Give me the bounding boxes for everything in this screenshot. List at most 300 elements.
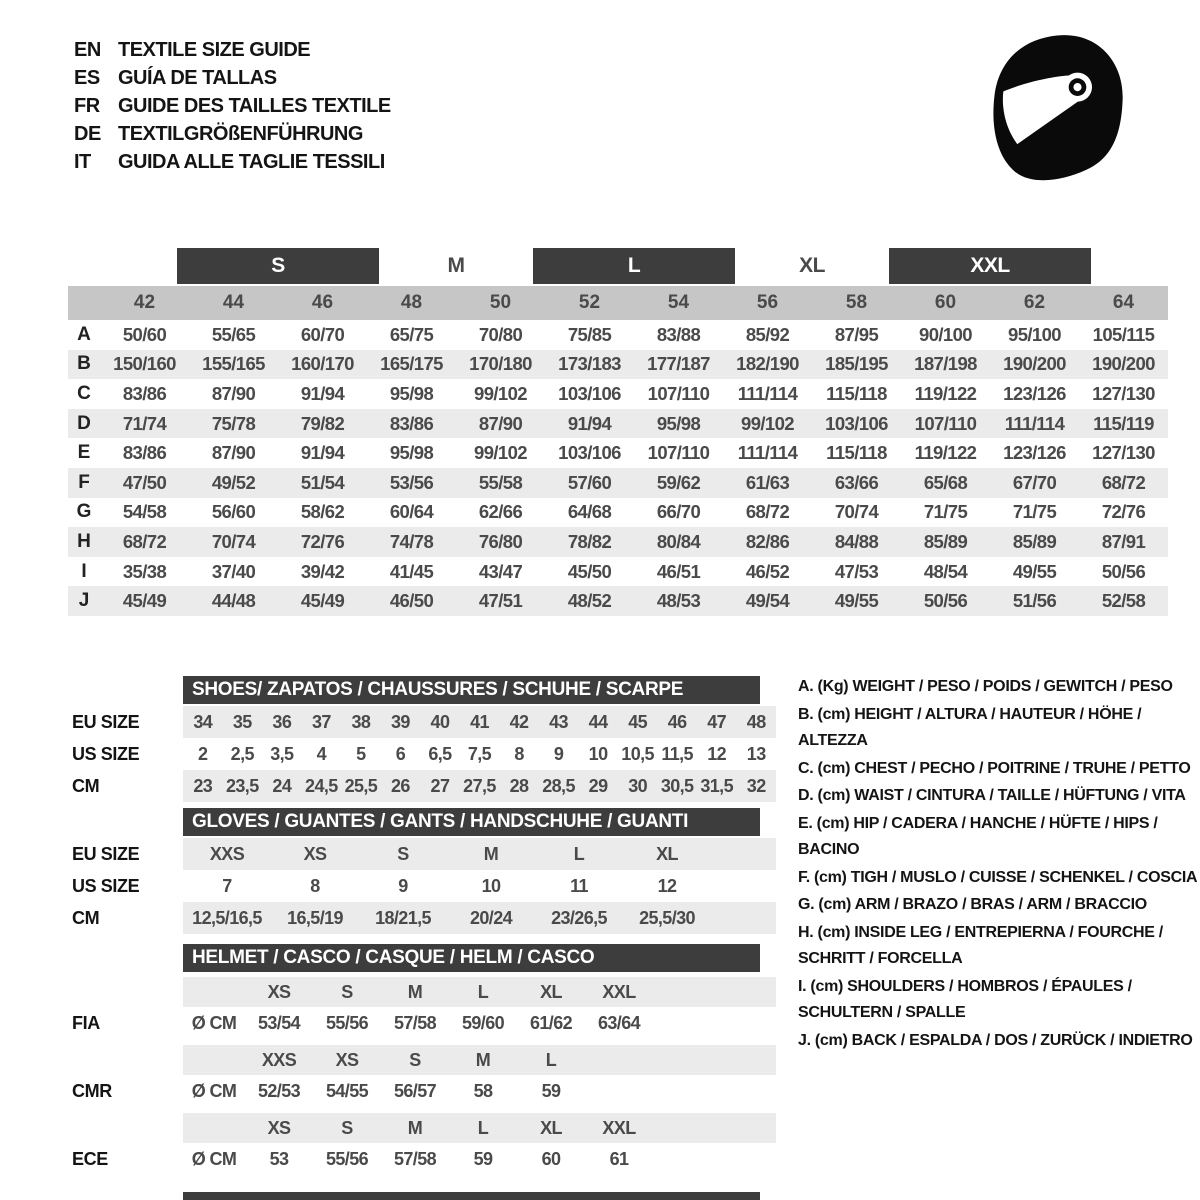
size-value: 170/180 (469, 353, 532, 375)
legend-entry: H. (cm) INSIDE LEG / ENTREPIERNA / FOURCHE / SCHRITT / FORCELLA (798, 923, 1163, 967)
gloves-row (72, 838, 776, 870)
numeric-size: 64 (1112, 292, 1135, 313)
helmet-size-header-cells (183, 977, 776, 1007)
measure-row-b (68, 350, 1168, 380)
size-value: 87/90 (211, 442, 256, 464)
size-value: 57/60 (567, 471, 612, 493)
cell-value: L (573, 843, 585, 864)
language-code: IT (74, 150, 91, 173)
measure-row-f (68, 468, 1168, 498)
size-value: 71/75 (1012, 501, 1057, 523)
helmet-size-label: XS (267, 981, 291, 1002)
row-letter: D (77, 412, 91, 434)
size-value: 68/72 (1101, 471, 1146, 493)
size-value: 39/42 (300, 560, 345, 582)
size-value: 91/94 (567, 412, 612, 434)
language-row (74, 92, 391, 120)
row-letter: E (77, 442, 91, 464)
size-value: 79/82 (300, 412, 345, 434)
size-value: 155/165 (202, 353, 265, 375)
size-value: 78/82 (567, 530, 612, 552)
size-value: 56/60 (211, 501, 256, 523)
size-value: 95/98 (389, 382, 434, 404)
size-value: 103/106 (558, 442, 621, 464)
size-value: 37/40 (211, 560, 256, 582)
cell-value: 2,5 (230, 743, 254, 764)
cell-value: 26 (391, 775, 410, 796)
row-letter: C (77, 382, 91, 404)
size-value: 46/51 (656, 560, 701, 582)
size-value: 99/102 (474, 442, 527, 464)
cell-value: 45 (628, 711, 648, 732)
shoes-cells (183, 706, 776, 738)
helmet-size-label: L (477, 1117, 489, 1138)
helmet-values-row (72, 1075, 776, 1108)
unit-cell (183, 1045, 245, 1075)
cell-value: 41 (470, 711, 489, 732)
size-header-l: L (533, 248, 735, 284)
row-label: EU SIZE (72, 711, 140, 732)
gloves-cells (183, 838, 776, 870)
size-value: 187/198 (914, 353, 977, 375)
helmet-size-value: 59/60 (461, 1013, 505, 1033)
helmet-size-header-cells (183, 1113, 776, 1143)
size-value: 123/126 (1003, 442, 1066, 464)
cell-value: M (483, 843, 499, 864)
size-value: 64/68 (567, 501, 612, 523)
size-value: 107/110 (647, 442, 710, 464)
size-value: 62/66 (478, 501, 523, 523)
standard-label: FIA (72, 1013, 100, 1033)
size-value: 71/75 (923, 501, 968, 523)
helmet-size-header-cells (183, 1045, 776, 1075)
size-value: 46/52 (745, 560, 790, 582)
size-value: 103/106 (825, 412, 888, 434)
size-value: 165/175 (380, 353, 443, 375)
helmet-size-value: 59 (473, 1149, 493, 1169)
size-value: 115/118 (826, 442, 887, 464)
cell-value: 27 (430, 775, 450, 796)
legend-entry: C. (cm) CHEST / PECHO / POITRINE / TRUHE / PETTO (798, 759, 1191, 777)
helmet-size-value: 56/57 (393, 1081, 437, 1101)
cell-value: 46 (667, 711, 687, 732)
size-value: 72/76 (1101, 501, 1146, 523)
size-value: 150/160 (113, 353, 176, 375)
helmet-size-label: S (341, 981, 353, 1002)
diameter-unit: Ø CM (191, 1013, 237, 1033)
size-value: 48/52 (567, 590, 612, 612)
helmet-size-value: 60 (541, 1149, 561, 1169)
racing-helmet-icon (972, 28, 1140, 200)
size-value: 87/90 (478, 412, 523, 434)
size-value: 63/66 (834, 471, 879, 493)
size-value: 95/98 (389, 442, 434, 464)
row-label: EU SIZE (72, 843, 140, 864)
numeric-size: 58 (845, 292, 868, 313)
helmet-table-title: HELMET / CASCO / CASQUE / HELM / CASCO (183, 944, 760, 972)
measurement-rows (68, 320, 1168, 616)
size-value: 65/75 (389, 323, 434, 345)
size-value: 127/130 (1092, 382, 1155, 404)
cell-value: XL (656, 843, 678, 864)
size-value: 47/50 (122, 471, 167, 493)
cell-value: 47 (707, 711, 727, 732)
row-letter: B (77, 353, 91, 375)
size-value: 51/54 (300, 471, 345, 493)
cell-value: 13 (746, 743, 766, 764)
size-value: 43/47 (478, 560, 523, 582)
numeric-size-band (68, 286, 1168, 320)
size-value: 119/122 (914, 382, 977, 404)
cell-value: 6,5 (428, 743, 452, 764)
cell-value: 25,5 (344, 775, 378, 796)
language-code: EN (74, 38, 101, 61)
numeric-size: 50 (489, 292, 512, 313)
language-code: ES (74, 66, 100, 89)
helmet-size-value: 54/55 (325, 1081, 369, 1101)
size-value: 50/56 (1101, 560, 1146, 582)
measurement-legend (798, 674, 1200, 1055)
cell-value: 10 (481, 875, 501, 896)
language-row (74, 64, 391, 92)
cell-value: 8 (514, 743, 524, 764)
helmet-size-value: 58 (473, 1081, 493, 1101)
cell-value: 40 (430, 711, 450, 732)
legend-entry: D. (cm) WAIST / CINTURA / TAILLE / HÜFTUNG / VITA (798, 787, 1186, 804)
gloves-cells (183, 902, 776, 934)
cell-value: 23,5 (225, 775, 259, 796)
cell-value: 7,5 (467, 743, 492, 764)
numeric-size: 56 (756, 292, 779, 313)
gloves-cells (183, 870, 776, 902)
size-value: 83/86 (122, 442, 167, 464)
language-row (74, 120, 391, 148)
size-value: 87/91 (1101, 530, 1146, 552)
size-value: 55/65 (211, 323, 256, 345)
helmet-values-row (72, 1143, 776, 1176)
size-value: 49/54 (745, 590, 790, 612)
helmet-size-label: S (341, 1117, 353, 1138)
row-label (72, 977, 183, 1007)
size-value: 47/51 (478, 590, 523, 612)
row-label: CM (72, 907, 100, 928)
cell-value: 12,5/16,5 (192, 907, 262, 928)
size-value: 47/53 (834, 560, 879, 582)
legend-entry: F. (cm) TIGH / MUSLO / CUISSE / SCHENKEL / COSCIA (798, 868, 1198, 886)
size-value: 44/48 (211, 590, 256, 612)
measure-row-j (68, 586, 1168, 616)
size-value: 67/70 (1012, 471, 1057, 493)
helmet-size-label: S (409, 1049, 421, 1070)
cell-value: 30,5 (660, 775, 694, 796)
legend-entry: A. (Kg) WEIGHT / PESO / POIDS / GEWITCH / PESO (798, 678, 1173, 695)
cell-value: 48 (746, 711, 766, 732)
size-value: 49/55 (1012, 560, 1057, 582)
cell-value: XXS (209, 843, 245, 864)
cell-value: 7 (222, 875, 232, 896)
cell-value: 11,5 (661, 743, 693, 764)
language-title: GUIDA ALLE TAGLIE TESSILI (118, 150, 385, 173)
helmet-size-label: XL (540, 981, 562, 1002)
numeric-size: 46 (311, 292, 334, 313)
size-value: 160/170 (291, 353, 354, 375)
cell-value: 44 (588, 711, 608, 732)
cell-value: XS (303, 843, 327, 864)
size-value: 85/89 (923, 530, 968, 552)
row-label (72, 1045, 183, 1075)
size-header-xxl: XXL (889, 248, 1091, 284)
size-value: 83/86 (122, 382, 167, 404)
unit-cell (183, 1113, 245, 1143)
gloves-table-title: GLOVES / GUANTES / GANTS / HANDSCHUHE / GUANTI (183, 808, 760, 836)
shoes-row (72, 706, 776, 738)
row-letter: H (77, 530, 91, 552)
size-value: 82/86 (745, 530, 790, 552)
cell-value: 23/26,5 (551, 907, 607, 928)
helmet-size-value: 61/62 (529, 1013, 573, 1033)
helmet-size-label: XXS (261, 1049, 297, 1070)
size-value: 59/62 (656, 471, 701, 493)
size-value: 87/90 (211, 382, 256, 404)
size-value: 107/110 (914, 412, 977, 434)
cell-value: 5 (356, 743, 366, 764)
helmet-size-label: M (407, 1117, 423, 1138)
standard-label: ECE (72, 1149, 108, 1169)
size-value: 87/95 (834, 323, 879, 345)
size-value: 48/54 (923, 560, 968, 582)
row-letter: J (78, 590, 90, 612)
size-value: 48/53 (656, 590, 701, 612)
cell-value: 29 (588, 775, 608, 796)
legend-entry: J. (cm) BACK / ESPALDA / DOS / ZURÜCK / INDIETRO (798, 1031, 1193, 1049)
cell-value: 39 (391, 711, 410, 732)
helmet-values-row (72, 1007, 776, 1040)
size-header-xl: XL (799, 254, 825, 277)
helmet-size-label: XS (267, 1117, 291, 1138)
size-value: 95/98 (656, 412, 701, 434)
shoes-size-table (72, 676, 776, 802)
gloves-size-table (72, 808, 776, 934)
numeric-size: 54 (667, 292, 690, 313)
helmet-size-label: L (477, 981, 489, 1002)
helmet-size-value: 57/58 (393, 1013, 437, 1033)
language-title: TEXTILE SIZE GUIDE (118, 38, 311, 61)
gloves-row (72, 902, 776, 934)
size-value: 61/63 (745, 471, 790, 493)
size-value: 45/50 (567, 560, 612, 582)
cell-value: 2 (198, 743, 208, 764)
helmet-size-label: XXL (602, 1117, 636, 1138)
cell-value: 31,5 (700, 775, 733, 796)
size-value: 70/80 (478, 323, 523, 345)
size-value: 54/58 (122, 501, 167, 523)
size-value: 111/114 (1004, 412, 1065, 434)
size-value: 103/106 (558, 382, 621, 404)
corner-cell (68, 286, 100, 320)
size-value: 99/102 (474, 382, 527, 404)
size-value: 58/62 (300, 501, 345, 523)
measure-row-h (68, 527, 1168, 557)
measure-row-e (68, 438, 1168, 468)
unit-cell (183, 977, 245, 1007)
helmet-size-value: 57/58 (393, 1149, 437, 1169)
language-row (74, 148, 391, 176)
cell-value: 34 (193, 711, 213, 732)
shoes-cells (183, 770, 776, 802)
cell-value: 30 (628, 775, 648, 796)
size-value: 65/68 (923, 471, 968, 493)
row-letter: G (76, 501, 92, 523)
cell-value: 23 (193, 775, 213, 796)
helmet-size-value: 55/56 (325, 1013, 369, 1033)
size-value: 72/76 (300, 530, 345, 552)
cell-value: 36 (272, 711, 292, 732)
size-value: 60/64 (389, 501, 434, 523)
size-value: 123/126 (1003, 382, 1066, 404)
size-value: 99/102 (741, 412, 794, 434)
cell-value: 12 (707, 743, 727, 764)
size-header-m: M (447, 254, 465, 277)
legend-entry: I. (cm) SHOULDERS / HOMBROS / ÉPAULES / SCHULTERN / SPALLE (798, 977, 1132, 1021)
size-value: 45/49 (122, 590, 167, 612)
cell-value: 18/21,5 (375, 907, 431, 928)
cell-value: 8 (310, 875, 320, 896)
standard-label: CMR (72, 1081, 112, 1101)
numeric-size: 48 (400, 292, 423, 313)
language-title: TEXTILGRÖßENFÜHRUNG (118, 122, 363, 145)
size-value: 55/58 (478, 471, 523, 493)
cell-value: 28 (509, 775, 529, 796)
row-label: US SIZE (72, 875, 140, 896)
size-value: 50/56 (923, 590, 968, 612)
size-value: 177/187 (647, 353, 710, 375)
helmet-size-value: 63/64 (597, 1013, 641, 1033)
size-value: 70/74 (834, 501, 879, 523)
size-value: 185/195 (825, 353, 888, 375)
helmet-size-value: 55/56 (325, 1149, 369, 1169)
measure-row-c (68, 379, 1168, 409)
cell-value: 10 (588, 743, 608, 764)
size-value: 85/89 (1012, 530, 1057, 552)
helmet-size-value (585, 1075, 653, 1108)
cell-value: 9 (553, 743, 564, 764)
cell-value: 35 (232, 711, 252, 732)
legend-entry: B. (cm) HEIGHT / ALTURA / HAUTEUR / HÖHE / ALTEZZA (798, 705, 1142, 749)
helmet-size-label: XL (540, 1117, 562, 1138)
shoes-table-title: SHOES/ ZAPATOS / CHAUSSURES / SCHUHE / SCARPE (183, 676, 760, 704)
language-row (74, 36, 391, 64)
size-value: 105/115 (1092, 323, 1155, 345)
language-code: FR (74, 94, 100, 117)
helmet-size-label: L (545, 1049, 557, 1070)
cell-value: 24,5 (305, 775, 338, 796)
helmet-size-value: 53 (269, 1149, 289, 1169)
cell-value: 3,5 (270, 743, 294, 764)
helmet-size-label (585, 1045, 653, 1075)
size-value: 111/114 (737, 382, 798, 404)
helmet-size-table (72, 944, 776, 1176)
diameter-unit: Ø CM (191, 1081, 237, 1101)
helmet-value-cells (183, 1007, 776, 1040)
size-value: 70/74 (211, 530, 256, 552)
language-title-list (74, 36, 391, 176)
size-value: 66/70 (656, 501, 701, 523)
gloves-row (72, 870, 776, 902)
row-label: CM (72, 775, 100, 796)
size-header-s: S (177, 248, 379, 284)
size-value: 115/118 (826, 382, 887, 404)
measure-row-g (68, 498, 1168, 528)
numeric-size: 62 (1023, 292, 1046, 313)
size-value: 91/94 (300, 382, 345, 404)
size-value: 71/74 (122, 412, 167, 434)
size-value: 111/114 (737, 442, 798, 464)
size-value: 49/55 (834, 590, 879, 612)
measure-row-d (68, 409, 1168, 439)
language-title: GUIDE DES TAILLES TEXTILE (118, 94, 391, 117)
cell-value: 12 (657, 875, 677, 896)
language-title: GUÍA DE TALLAS (118, 66, 277, 89)
helmet-value-cells (183, 1075, 776, 1108)
size-value: 90/100 (919, 323, 972, 345)
helmet-size-label: M (407, 981, 423, 1002)
helmet-size-header-row (72, 1113, 776, 1143)
helmet-size-value: 61 (609, 1149, 629, 1169)
row-letter: F (78, 471, 90, 493)
size-value: 35/38 (122, 560, 167, 582)
cell-value: 16,5/19 (287, 907, 343, 928)
cell-value: 37 (311, 711, 331, 732)
cell-value: 4 (316, 743, 327, 764)
cell-value: 20/24 (469, 907, 513, 928)
size-value: 50/60 (122, 323, 167, 345)
diameter-unit: Ø CM (191, 1149, 237, 1169)
cell-value: 6 (395, 743, 406, 764)
cell-value: 9 (398, 875, 408, 896)
shoes-cells (183, 738, 776, 770)
shoes-row (72, 738, 776, 770)
size-value: 127/130 (1092, 442, 1155, 464)
cell-value: 11 (570, 875, 588, 896)
size-value: 60/70 (300, 323, 345, 345)
textile-size-table (68, 248, 1168, 616)
numeric-size: 44 (222, 292, 245, 313)
size-value: 91/94 (300, 442, 345, 464)
size-value: 75/85 (567, 323, 612, 345)
language-code: DE (74, 122, 101, 145)
size-value: 41/45 (389, 560, 434, 582)
size-value: 80/84 (656, 530, 701, 552)
size-value: 85/92 (745, 323, 790, 345)
cell-value: 25,5/30 (639, 907, 695, 928)
size-value: 52/58 (1101, 590, 1146, 612)
helmet-size-label: XXL (602, 981, 636, 1002)
row-label (72, 1113, 183, 1143)
cell-value: 24 (272, 775, 292, 796)
row-letter: A (77, 323, 91, 345)
size-value: 95/100 (1008, 323, 1061, 345)
cell-value: 32 (746, 775, 766, 796)
size-value: 75/78 (211, 412, 256, 434)
helmet-size-header-row (72, 977, 776, 1007)
size-value: 173/183 (558, 353, 621, 375)
size-value: 68/72 (745, 501, 790, 523)
size-value: 119/122 (914, 442, 977, 464)
size-value: 182/190 (736, 353, 799, 375)
numeric-size: 60 (934, 292, 957, 313)
helmet-size-label: XS (335, 1049, 359, 1070)
cell-value: 38 (351, 711, 371, 732)
